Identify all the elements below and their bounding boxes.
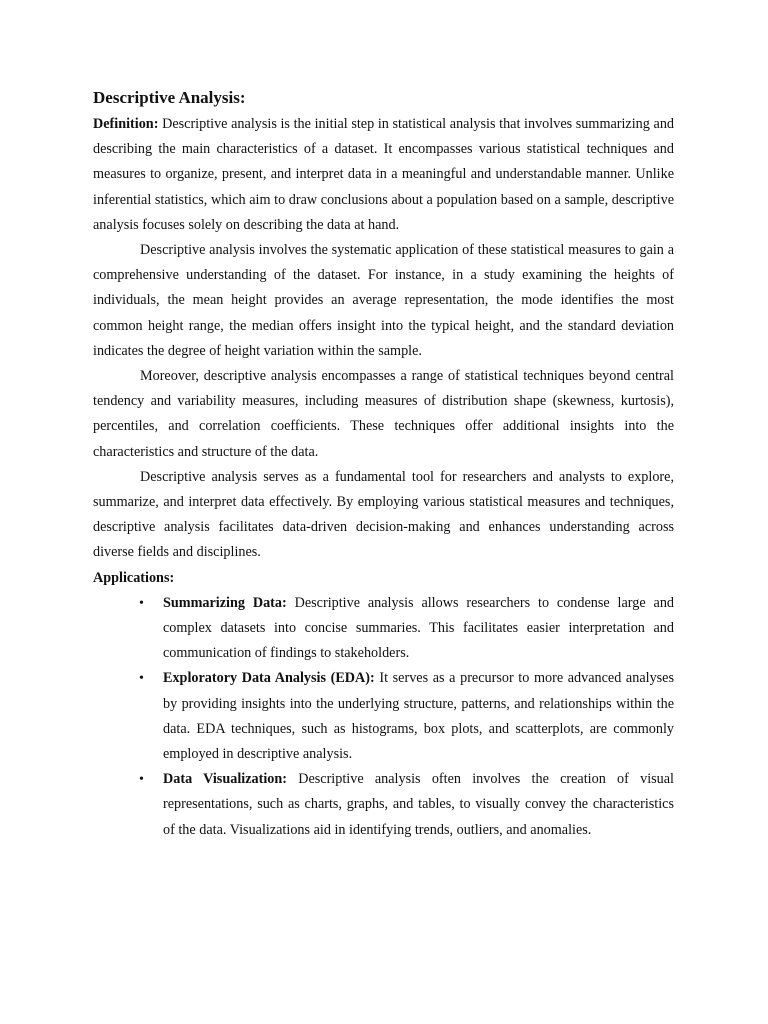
bullet-icon: • bbox=[139, 772, 144, 788]
list-item-label: Data Visualization: bbox=[163, 771, 287, 788]
bullet-icon: • bbox=[139, 671, 144, 687]
list-item-label: Exploratory Data Analysis (EDA): bbox=[163, 670, 375, 687]
list-item bbox=[93, 591, 674, 667]
definition-label: Definition: bbox=[93, 116, 159, 132]
list-item bbox=[93, 767, 674, 843]
section-heading: Descriptive Analysis: bbox=[93, 88, 246, 107]
bullet-icon: • bbox=[139, 595, 144, 611]
list-item-text: It serves as a precursor to more advanced analyses by providing insights into the underlying structure, patterns, and relationships within the data. EDA techniques, such as histograms, box plots, and scatterplots, are commonly employed in descriptive analysis. bbox=[163, 670, 674, 763]
body-paragraph-techniques: Moreover, descriptive analysis encompasses a range of statistical techniques beyond central tendency and variability measures, including measures of distribution shape (skewness, kurtosis), percentiles, and correlation coefficients. These techniques offer additional insights into the characteristics and structure of the data. bbox=[93, 368, 674, 460]
definition-paragraph bbox=[93, 112, 674, 238]
list-item-label: Summarizing Data: bbox=[163, 594, 287, 611]
definition-text: Descriptive analysis is the initial step in statistical analysis that involves summarizing and describing the main characteristics of a dataset. It encompasses various statistical techniques and measures to organize, present, and interpret data in a meaningful and understandable manner. Unlike inferential statistics, which aim to draw conclusions about a population based on a sample, descriptive analysis focuses solely on describing the data at hand. bbox=[93, 116, 675, 233]
body-paragraph-heights: Descriptive analysis involves the systematic application of these statistical measures to gain a comprehensive understanding of the dataset. For instance, in a study examining the heights of individuals, the mean height provides an average representation, the mode identifies the most common height range, the median offers insight into the typical height, and the standard deviation indicates the degree of height variation within the sample. bbox=[93, 242, 674, 359]
applications-list bbox=[93, 591, 674, 843]
list-item-text: Descriptive analysis allows researchers to condense large and complex datasets into concise summaries. This facilitates easier interpretation and communication of findings to stakeholders. bbox=[163, 594, 675, 662]
list-item-text: Descriptive analysis often involves the creation of visual representations, such as charts, graphs, and tables, to visually convey the characteristics of the data. Visualizations aid in identifying trends, outliers, and anomalies. bbox=[163, 771, 675, 838]
list-item bbox=[93, 666, 674, 767]
applications-heading: Applications: bbox=[93, 569, 175, 586]
document-page bbox=[93, 86, 674, 843]
body-paragraph-tool: Descriptive analysis serves as a fundamental tool for researchers and analysts to explore, summarize, and interpret data effectively. By employing various statistical measures and techniques, descriptive analysis facilitates data-driven decision-making and enhances understanding across diverse fields and disciplines. bbox=[93, 468, 674, 561]
